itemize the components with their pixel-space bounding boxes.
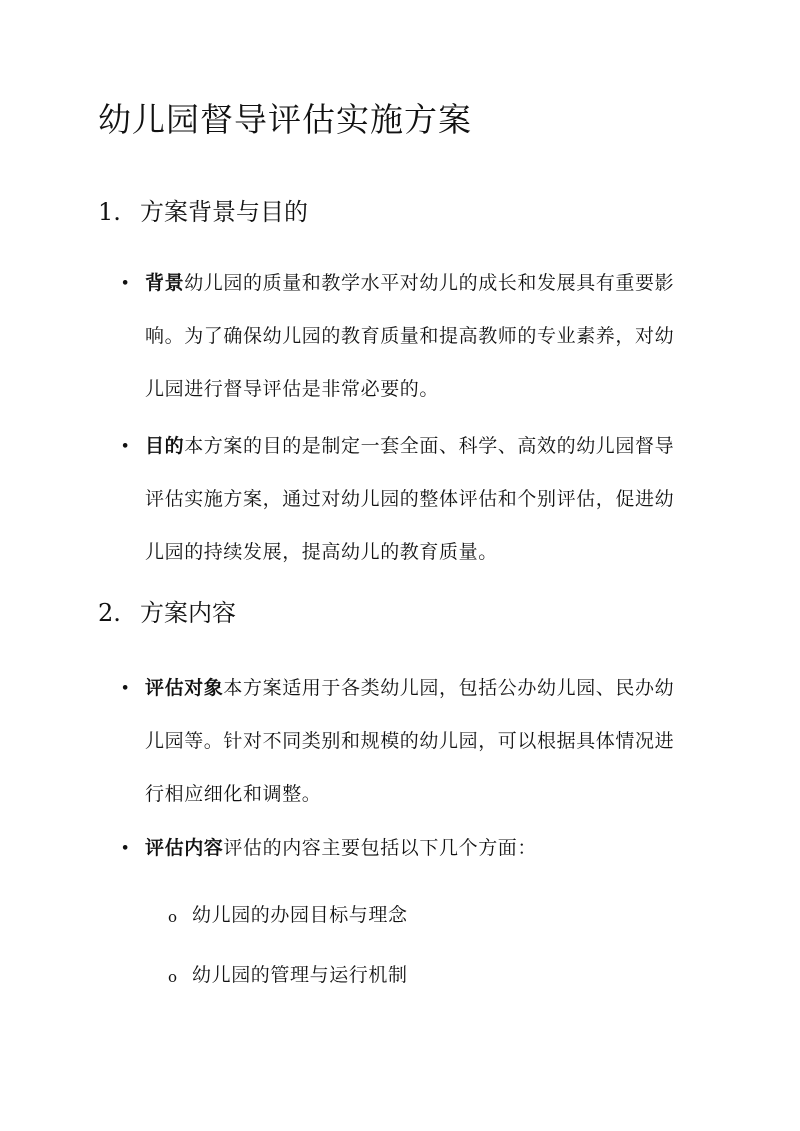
item-text: 评估的内容主要包括以下几个方面： [223,837,538,859]
item-text: 本方案的目的是制定一套全面、科学、高效的幼儿园督导评估实施方案，通过对幼儿园的整体评估和个别评估，促进幼儿园的持续发展，提高幼儿的教育质量。 [145,435,675,563]
item-term: 评估内容 [145,837,224,859]
bullet-icon: • [121,276,130,291]
list-item-evaluation-target [121,662,690,821]
hollow-bullet-icon: o [168,968,178,986]
section-heading-content [98,596,236,630]
item-text: 幼儿园的质量和教学水平对幼儿的成长和发展具有重要影响。为了确保幼儿园的教育质量和提高教师的专业素养，对幼儿园进行督导评估是非常必要的。 [145,272,675,400]
item-text: 本方案适用于各类幼儿园，包括公办幼儿园、民办幼儿园等。针对不同类别和规模的幼儿园，可以根据具体情况进行相应细化和调整。 [145,677,675,805]
section-title: 方案内容 [140,599,236,627]
section-number: 2. [98,599,121,627]
item-term: 背景 [145,272,185,294]
section-title: 方案背景与目的 [140,198,308,226]
list-item-purpose [121,420,690,579]
sub-list-item [168,900,408,930]
document-title: 幼儿园督导评估实施方案 [98,100,472,139]
item-term: 目的 [145,435,185,457]
bullet-icon: • [121,439,130,454]
sub-list-item [168,960,408,990]
hollow-bullet-icon: o [168,908,178,926]
list-item-evaluation-content [121,822,690,875]
item-term: 评估对象 [145,677,224,699]
bullet-icon: • [121,841,130,856]
bullet-icon: • [121,681,130,696]
list-item-background [121,257,690,416]
section-number: 1. [98,198,121,226]
sub-item-text: 幼儿园的办园目标与理念 [192,904,408,926]
sub-item-text: 幼儿园的管理与运行机制 [192,964,408,986]
section-heading-background [98,195,308,229]
